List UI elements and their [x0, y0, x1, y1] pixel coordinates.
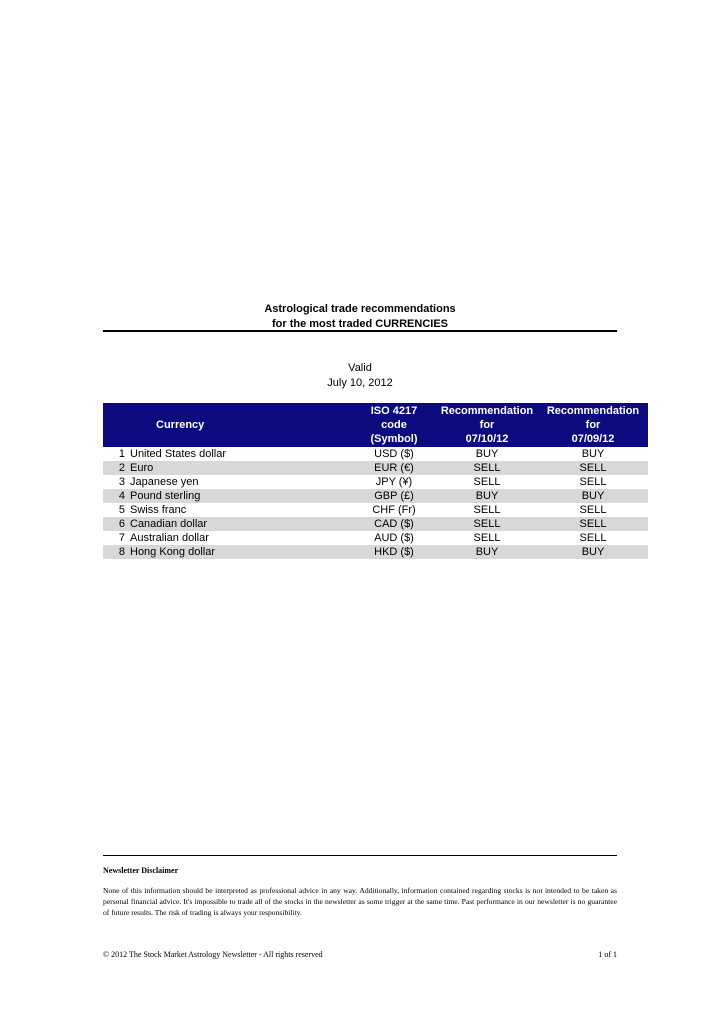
table-row [103, 475, 648, 489]
row-number: 4 [103, 489, 130, 503]
header-iso-line2: code [381, 419, 407, 431]
row-rec-today: SELL [436, 461, 538, 475]
row-rec-previous: BUY [538, 489, 648, 503]
row-number: 8 [103, 545, 130, 559]
row-number: 5 [118, 504, 125, 516]
row-rec-previous: BUY [538, 545, 648, 559]
row-rec-previous: SELL [538, 461, 648, 475]
row-number: 7 [118, 532, 125, 544]
row-currency: Australian dollar [130, 532, 209, 544]
row-currency: Euro [130, 461, 352, 475]
footer-page-number: 1 of 1 [598, 950, 617, 959]
table-row [103, 531, 648, 545]
row-rec-today: SELL [473, 504, 501, 516]
table-row [103, 517, 648, 531]
row-iso: JPY (¥) [375, 476, 413, 488]
row-rec-previous: SELL [579, 504, 607, 516]
header-currency [130, 403, 352, 447]
header-currency-label: Currency [156, 419, 205, 431]
table-row [103, 545, 648, 559]
header-rec-previous [538, 403, 648, 447]
row-number: 1 [118, 448, 125, 460]
disclaimer-title: Newsletter Disclaimer [103, 866, 179, 875]
header-rec-previous-line1: Recommendation [546, 405, 640, 417]
row-rec-previous: SELL [579, 476, 607, 488]
table-header-row [103, 403, 648, 447]
report-title-line2: for the most traded CURRENCIES [271, 318, 449, 330]
validity-block [300, 361, 420, 391]
row-currency: Hong Kong dollar [130, 545, 352, 559]
header-rec-today-line3: 07/10/12 [465, 433, 509, 445]
row-rec-today: BUY [436, 489, 538, 503]
header-number [103, 403, 130, 447]
row-rec-today: BUY [475, 448, 499, 460]
row-iso: USD ($) [374, 448, 414, 460]
row-rec-today: SELL [473, 476, 501, 488]
table-row [103, 447, 648, 461]
row-iso: CHF (Fr) [372, 504, 416, 516]
report-title-line1: Astrological trade recommendations [264, 303, 456, 315]
row-iso: EUR (€) [352, 461, 436, 475]
table-row [103, 489, 648, 503]
row-rec-today: BUY [436, 545, 538, 559]
disclaimer-text: None of this information should be interpreted as professional advice in any way. Additionally, information contained regarding stocks is not intended to be taken as personal financial advice. It's impossible to trade all of the stocks in the newsletter as some trigger at the same time. Past performance in our newsletter is no guarantee of future results. The risk of trading is always your responsibility. [103, 886, 617, 917]
header-iso [352, 403, 436, 447]
row-currency: Swiss franc [130, 504, 187, 516]
row-iso: AUD ($) [374, 532, 414, 544]
header-rec-today-line1: Recommendation [440, 405, 534, 417]
row-rec-today: SELL [436, 517, 538, 531]
row-iso: CAD ($) [352, 517, 436, 531]
currency-table [103, 403, 648, 559]
row-number: 3 [118, 476, 125, 488]
valid-label: Valid [348, 362, 372, 374]
header-iso-line3: (Symbol) [370, 433, 418, 445]
row-rec-today: SELL [473, 532, 501, 544]
header-rec-today-line2: for [479, 419, 495, 431]
row-currency: Japanese yen [130, 476, 199, 488]
footer-copyright: © 2012 The Stock Market Astrology Newsletter - All rights reserved [103, 950, 323, 959]
row-rec-previous: BUY [581, 448, 605, 460]
header-rec-today [436, 403, 538, 447]
report-title [103, 302, 617, 332]
row-currency: Canadian dollar [130, 517, 352, 531]
row-number: 2 [103, 461, 130, 475]
header-rec-previous-line2: for [585, 419, 601, 431]
row-number: 6 [103, 517, 130, 531]
row-rec-previous: SELL [579, 532, 607, 544]
row-rec-previous: SELL [538, 517, 648, 531]
header-rec-previous-line3: 07/09/12 [571, 433, 615, 445]
header-iso-line1: ISO 4217 [370, 405, 418, 417]
row-iso: HKD ($) [352, 545, 436, 559]
row-currency: United States dollar [130, 448, 226, 460]
table-row [103, 503, 648, 517]
table-row [103, 461, 648, 475]
row-currency: Pound sterling [130, 489, 352, 503]
disclaimer-divider [103, 855, 617, 856]
title-divider [103, 330, 617, 332]
row-iso: GBP (£) [352, 489, 436, 503]
valid-date: July 10, 2012 [327, 377, 393, 389]
